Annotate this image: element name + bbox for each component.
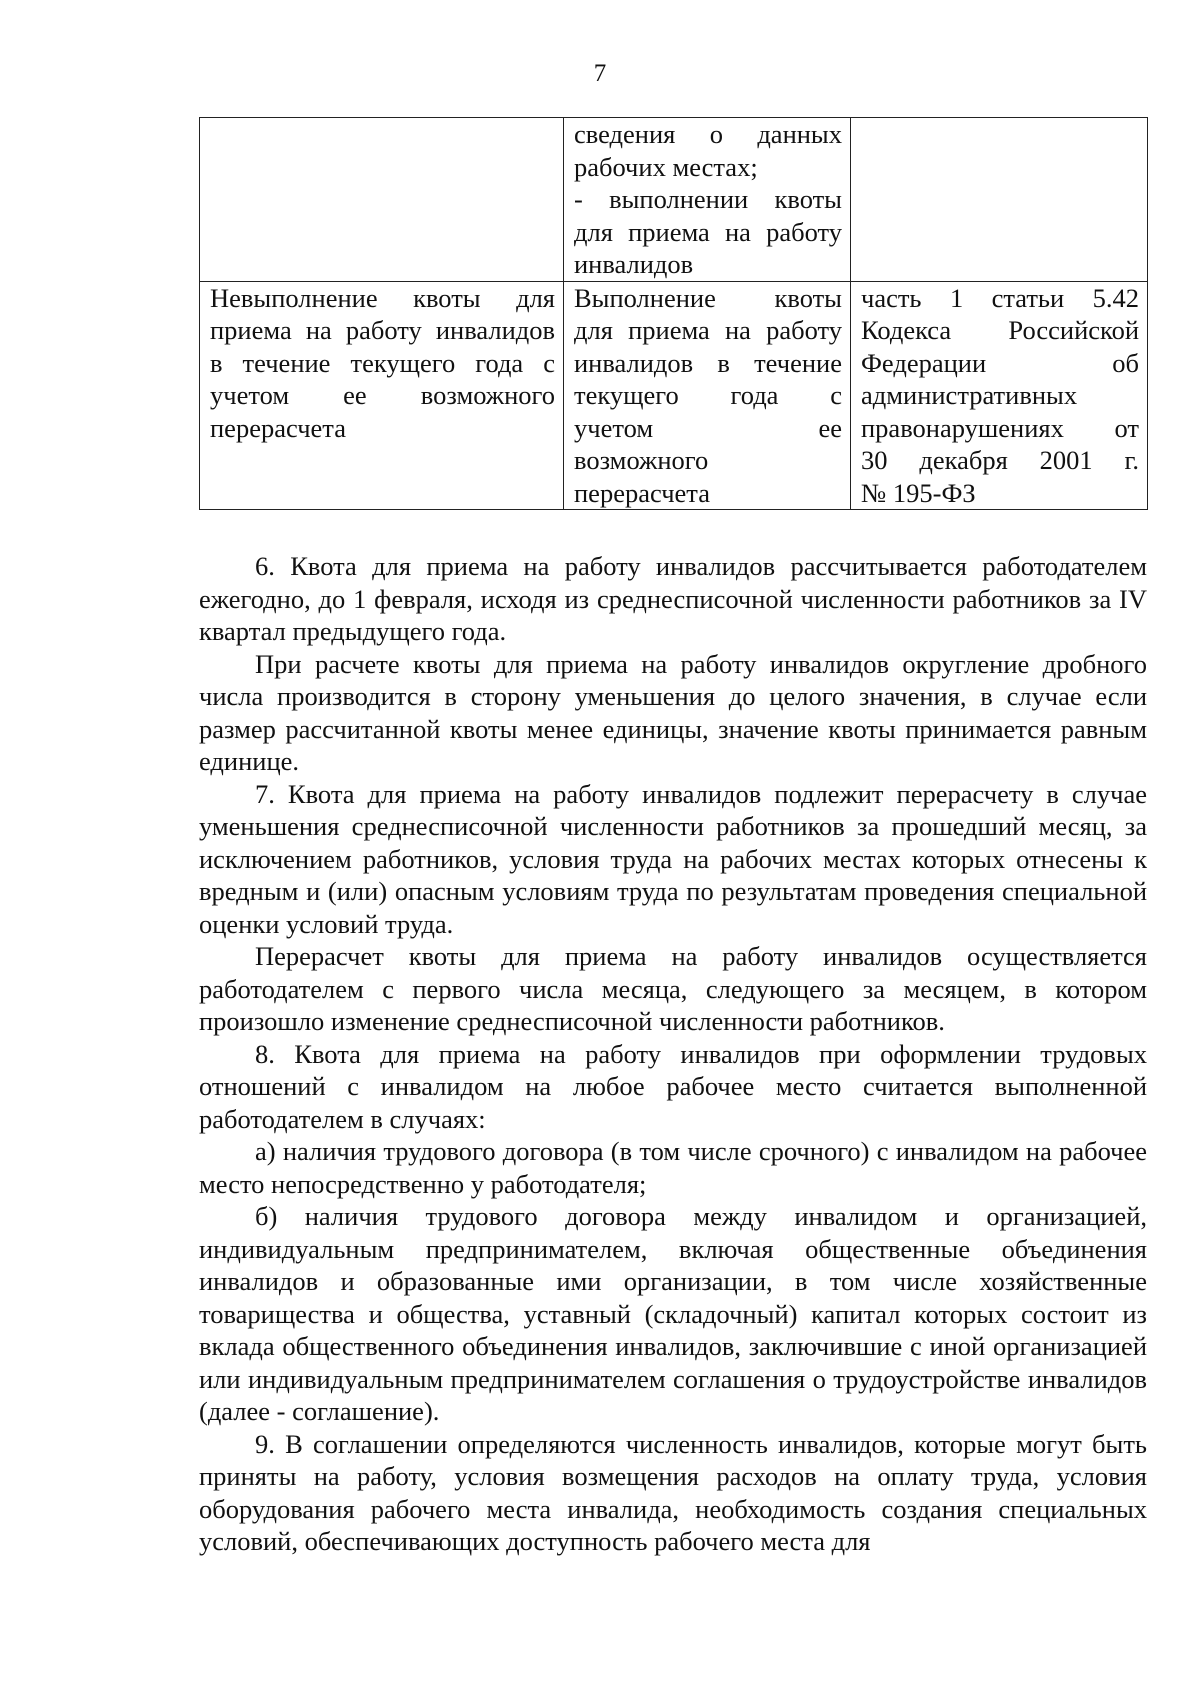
table-cell-legal-basis bbox=[851, 281, 1148, 510]
cell-line: инвалидов bbox=[574, 249, 694, 279]
paragraph-8a: а) наличия трудового договора (в том числе срочного) с инвалидом на рабочее место непосредственно у работодателя; bbox=[199, 1136, 1147, 1199]
paragraph-9: 9. В соглашении определяются численность инвалидов, которые могут быть приняты на работу, условия возмещения расходов на оплату труда, условия оборудования рабочего места инвалида, необходимость создания специальных условий, обеспечивающих доступность рабочего места для bbox=[199, 1428, 1147, 1556]
cell-line: Кодекса Российской bbox=[861, 315, 1139, 345]
paragraph-recalculation: Перерасчет квоты для приема на работу инвалидов осуществляется работодателем с первого числа месяца, следующего за месяцем, в котором произошло изменение среднесписочной численности работников. bbox=[199, 941, 1147, 1036]
cell-line: приема на работу инвалидов bbox=[210, 315, 555, 345]
cell-line: Невыполнение квоты для bbox=[210, 282, 555, 313]
cell-line: рабочих местах; bbox=[574, 151, 758, 182]
table-row bbox=[200, 281, 1148, 510]
cell-line: учетом ее bbox=[574, 412, 842, 443]
page-number: 7 bbox=[593, 60, 607, 87]
table-cell-requirement bbox=[564, 118, 851, 282]
cell-line: инвалидов в течение bbox=[574, 347, 842, 378]
cell-line: правонарушениях от bbox=[861, 412, 1139, 443]
paragraph-rounding: При расчете квоты для приема на работу инвалидов округление дробного числа производится в сторону уменьшения до целого значения, в случае если размер рассчитанной квоты менее единицы, значение квоты принимается равным единице. bbox=[199, 648, 1147, 776]
cell-line: для приема на работу bbox=[574, 315, 842, 345]
paragraph-7: 7. Квота для приема на работу инвалидов подлежит перерасчету в случае уменьшения среднесписочной численности работников за прошедший месяц, за исключением работников, условия труда на рабочих местах которых отнесены к вредным и (или) опасным условиям труда по результатам проведения специальной оценки условий труда. bbox=[199, 778, 1147, 939]
cell-line: сведения о данных bbox=[574, 119, 842, 149]
paragraph-6: 6. Квота для приема на работу инвалидов рассчитывается работодателем ежегодно, до 1 февраля, исходя из среднесписочной численности работников за IV квартал предыдущего года. bbox=[199, 551, 1147, 646]
document-body bbox=[199, 550, 1147, 1558]
cell-line: административных bbox=[861, 380, 1078, 410]
cell-line: Федерации об bbox=[861, 347, 1139, 378]
paragraph-8b: б) наличия трудового договора между инвалидом и организацией, индивидуальным предпринимателем, включая общественные объединения инвалидов и образованные ими организации, в том числе хозяйственные товарищества и общества, уставный (складочный) капитал которых состоит из вклада общественного объединения инвалидов, заключившие с иной организацией или индивидуальным предпринимателем соглашения о трудоустройстве инвалидов (далее - соглашение). bbox=[199, 1201, 1147, 1426]
document-table bbox=[199, 117, 1148, 510]
table-cell-violation bbox=[200, 281, 564, 510]
cell-line: № 195-ФЗ bbox=[861, 477, 976, 508]
cell-line: часть 1 статьи 5.42 bbox=[861, 282, 1139, 313]
cell-line: - выполнении квоты bbox=[574, 184, 842, 214]
table-cell-requirement bbox=[564, 281, 851, 510]
table-cell-violation bbox=[200, 118, 564, 282]
cell-line: возможного bbox=[574, 445, 709, 475]
table-cell-legal-basis bbox=[851, 118, 1148, 282]
cell-line: перерасчета bbox=[574, 477, 710, 508]
cell-line: 30 декабря 2001 г. bbox=[861, 445, 1139, 475]
cell-line: учетом ее возможного bbox=[210, 380, 555, 410]
cell-line: перерасчета bbox=[210, 412, 346, 443]
paragraph-8: 8. Квота для приема на работу инвалидов при оформлении трудовых отношений с инвалидом на любое рабочее место считается выполненной работодателем в случаях: bbox=[199, 1038, 1147, 1134]
cell-line: текущего года с bbox=[574, 380, 842, 410]
table-row bbox=[200, 118, 1148, 282]
cell-line: в течение текущего года с bbox=[210, 347, 555, 378]
cell-line: для приема на работу bbox=[574, 216, 842, 247]
cell-line: Выполнение квоты bbox=[574, 282, 842, 313]
